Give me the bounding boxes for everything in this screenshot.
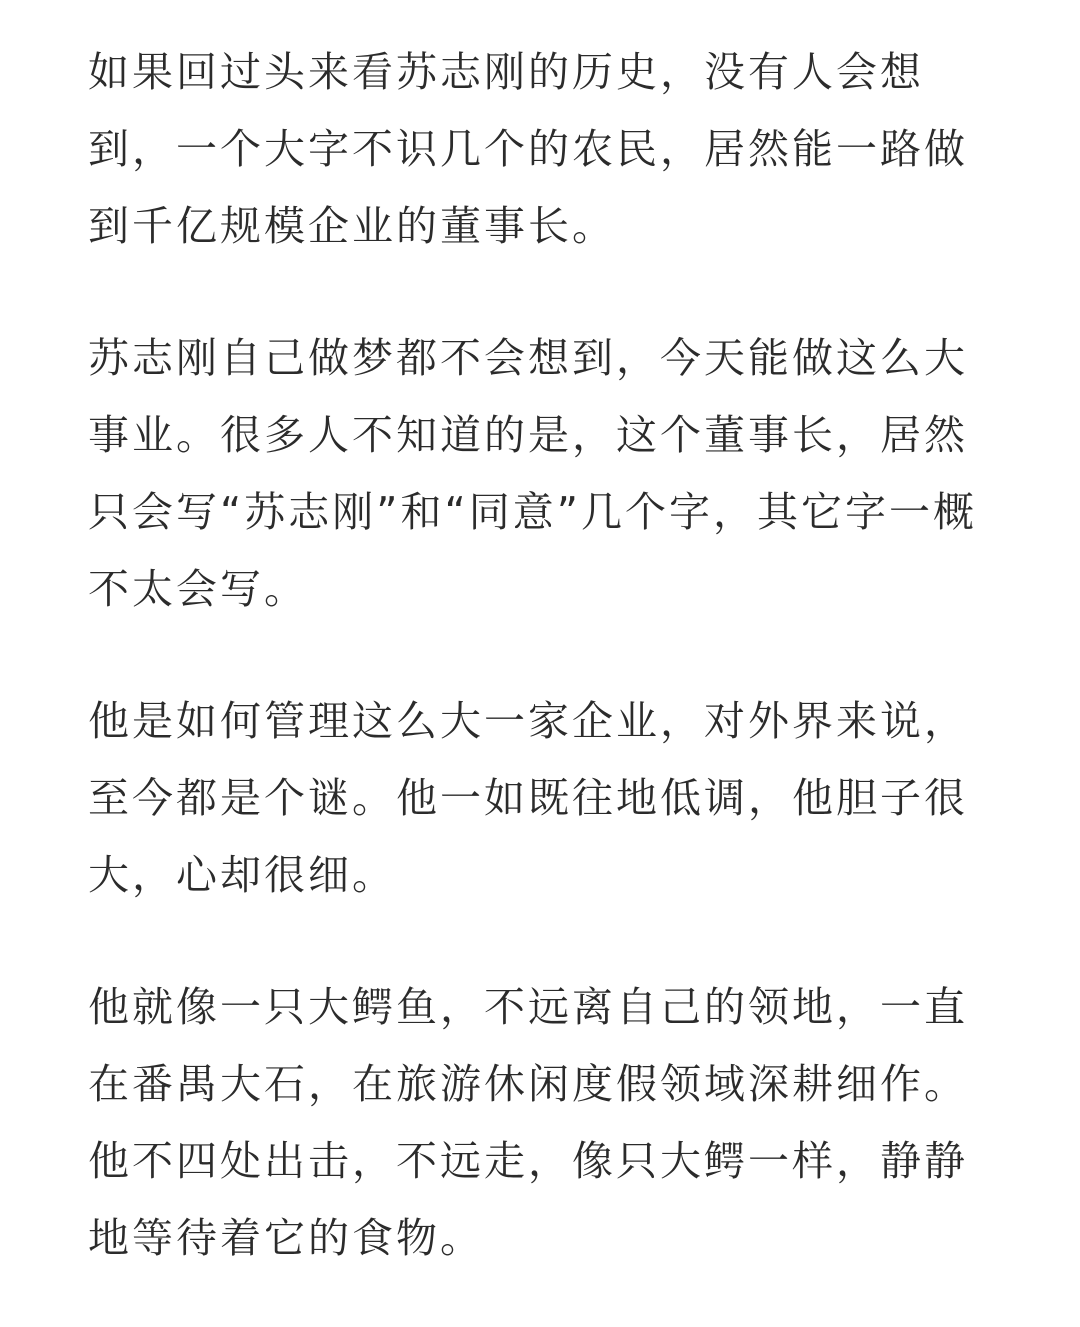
paragraph-1 [88,34,1020,265]
text-line: 他就像一只大鳄鱼，不远离自己的领地，一直 [88,983,968,1031]
text-line: 苏志刚自己做梦都不会想到，今天能做这么大 [88,334,968,382]
text-line: 至今都是个谜。他一如既往地低调，他胆子很 [88,774,968,822]
text-line: 在番禺大石，在旅游休闲度假领域深耕细作。 [88,1060,968,1108]
text-line: 不太会写。 [88,565,308,613]
paragraph-4 [88,969,1020,1277]
text-line: 到，一个大字不识几个的农民，居然能一路做 [88,125,968,173]
text-line: 事业。很多人不知道的是，这个董事长，居然 [88,411,968,459]
text-line: 大，心却很细。 [88,851,396,899]
paragraph-3 [88,683,1020,914]
text-line: 只会写“苏志刚”和“同意”几个字，其它字一概 [88,488,977,536]
text-line: 地等待着它的食物。 [88,1214,484,1262]
text-line: 如果回过头来看苏志刚的历史，没有人会想 [88,48,924,96]
text-line: 他不四处出击，不远走，像只大鳄一样，静静 [88,1137,968,1185]
text-line: 到千亿规模企业的董事长。 [88,202,616,250]
text-line: 他是如何管理这么大一家企业，对外界来说， [88,697,968,745]
paragraph-2 [88,320,1020,628]
